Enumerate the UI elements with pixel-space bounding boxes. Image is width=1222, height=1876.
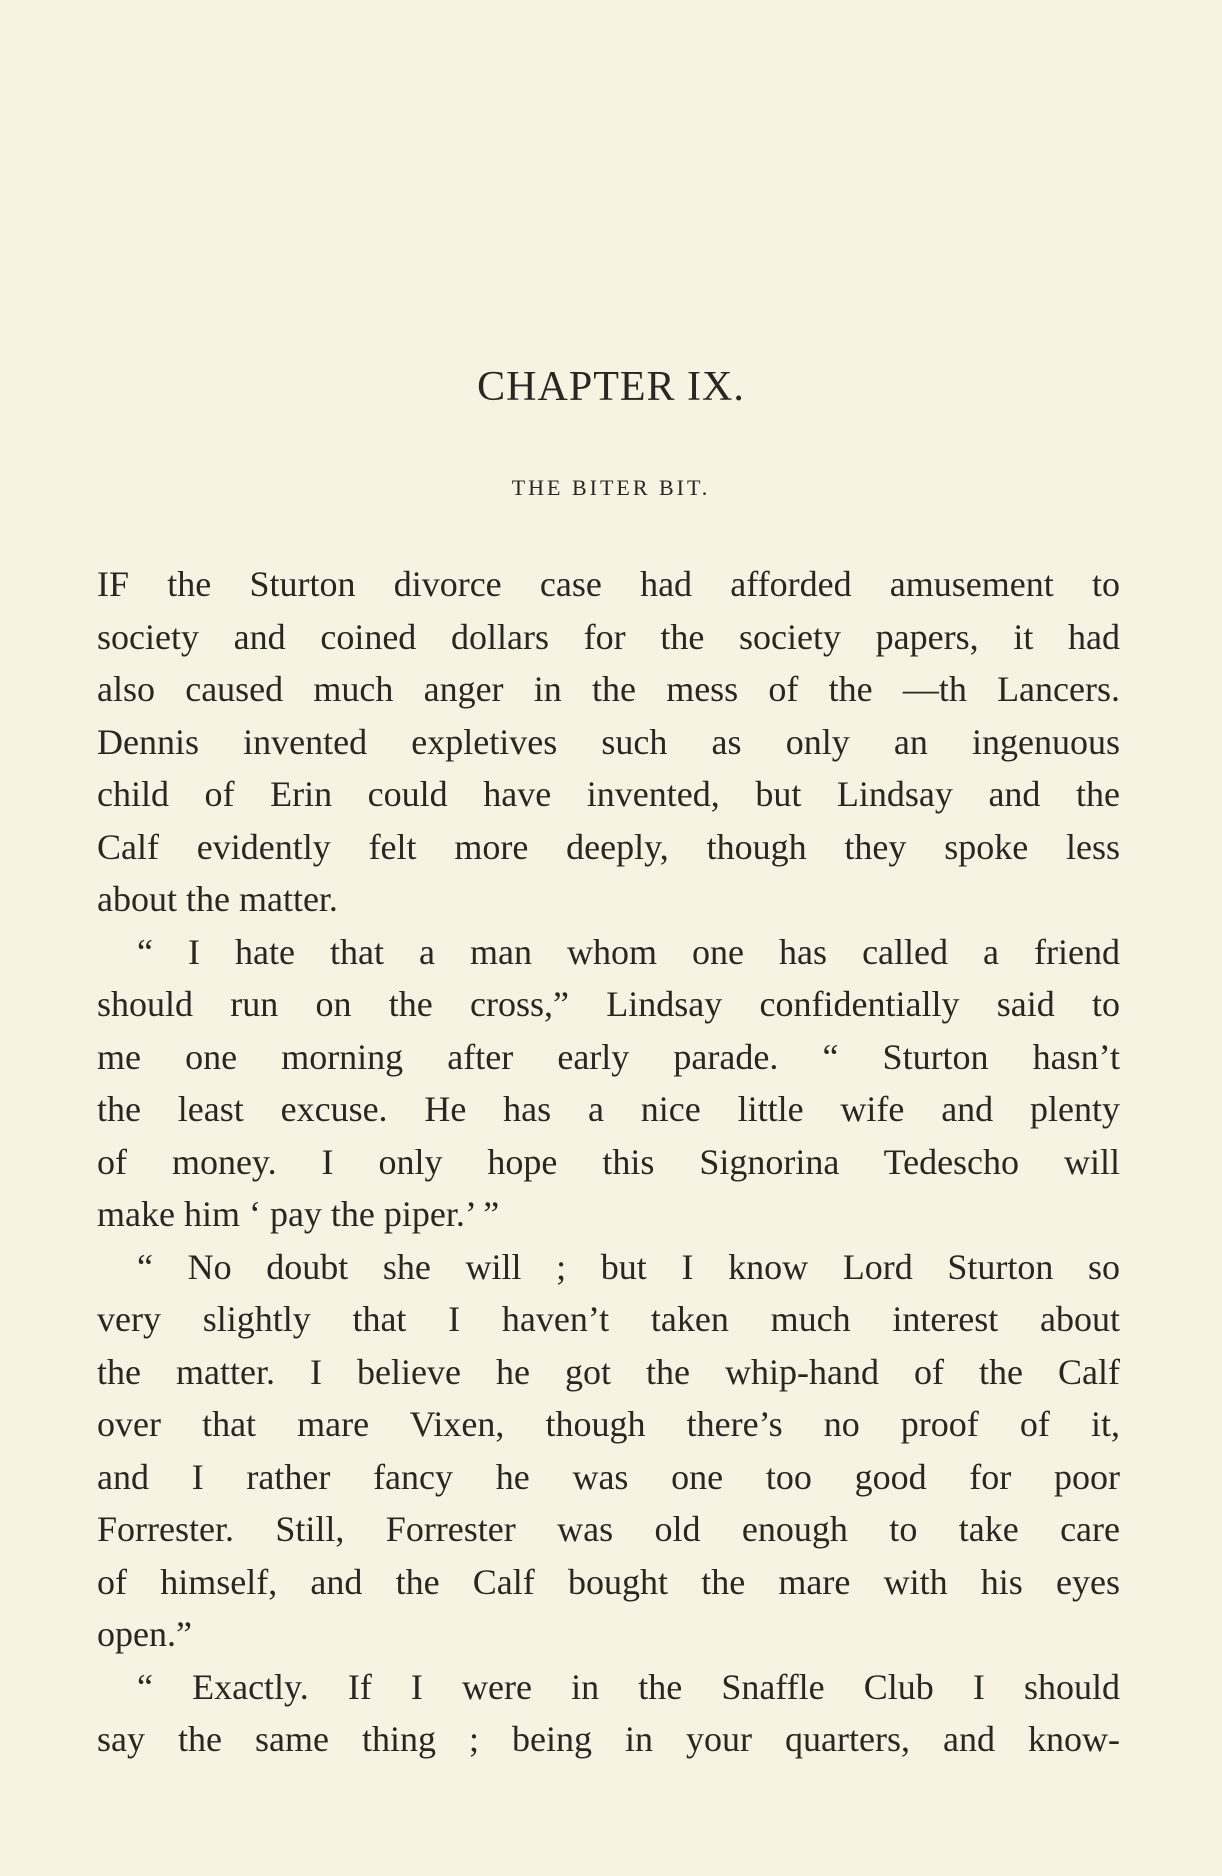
text-line: say the same thing ; being in your quarters, and know- [97, 1719, 1120, 1759]
text-line: “ Exactly. If I were in the Snaffle Club I should [137, 1666, 1120, 1707]
chapter-title: CHAPTER IX. [477, 364, 745, 410]
text-line: over that mare Vixen, though there’s no proof of it, [97, 1404, 1120, 1444]
text-line: the matter. I believe he got the whip-hand of the Calf [97, 1351, 1120, 1392]
body-text [97, 558, 1120, 1766]
text-line: IF the Sturton divorce case had afforded amusement to [97, 564, 1120, 604]
text-line: of himself, and the Calf bought the mare with his eyes [97, 1561, 1120, 1602]
text-line: open.” [97, 1614, 192, 1654]
text-line: society and coined dollars for the society papers, it had [97, 616, 1120, 657]
text-line: also caused much anger in the mess of the —th Lancers. [97, 669, 1120, 709]
text-line: child of Erin could have invented, but Lindsay and the [97, 774, 1120, 814]
text-line: and I rather fancy he was one too good for poor [97, 1456, 1120, 1497]
text-line: the least excuse. He has a nice little wife and plenty [97, 1089, 1120, 1129]
text-line: should run on the cross,” Lindsay confidentially said to [97, 984, 1120, 1024]
text-line: Dennis invented expletives such as only an ingenuous [97, 721, 1120, 762]
text-line: very slightly that I haven’t taken much interest about [97, 1299, 1120, 1339]
chapter-subtitle: THE BITER BIT. [511, 475, 711, 500]
text-line: of money. I only hope this Signorina Tedescho will [97, 1141, 1120, 1182]
text-line: “ I hate that a man whom one has called a friend [137, 931, 1120, 972]
text-line: about the matter. [97, 879, 338, 919]
text-line: make him ‘ pay the piper.’ ” [97, 1194, 500, 1234]
text-line: Calf evidently felt more deeply, though they spoke less [97, 826, 1120, 867]
text-line: “ No doubt she will ; but I know Lord Sturton so [137, 1246, 1120, 1287]
text-line: me one morning after early parade. “ Sturton hasn’t [97, 1036, 1120, 1077]
text-line: Forrester. Still, Forrester was old enough to take care [97, 1509, 1120, 1549]
